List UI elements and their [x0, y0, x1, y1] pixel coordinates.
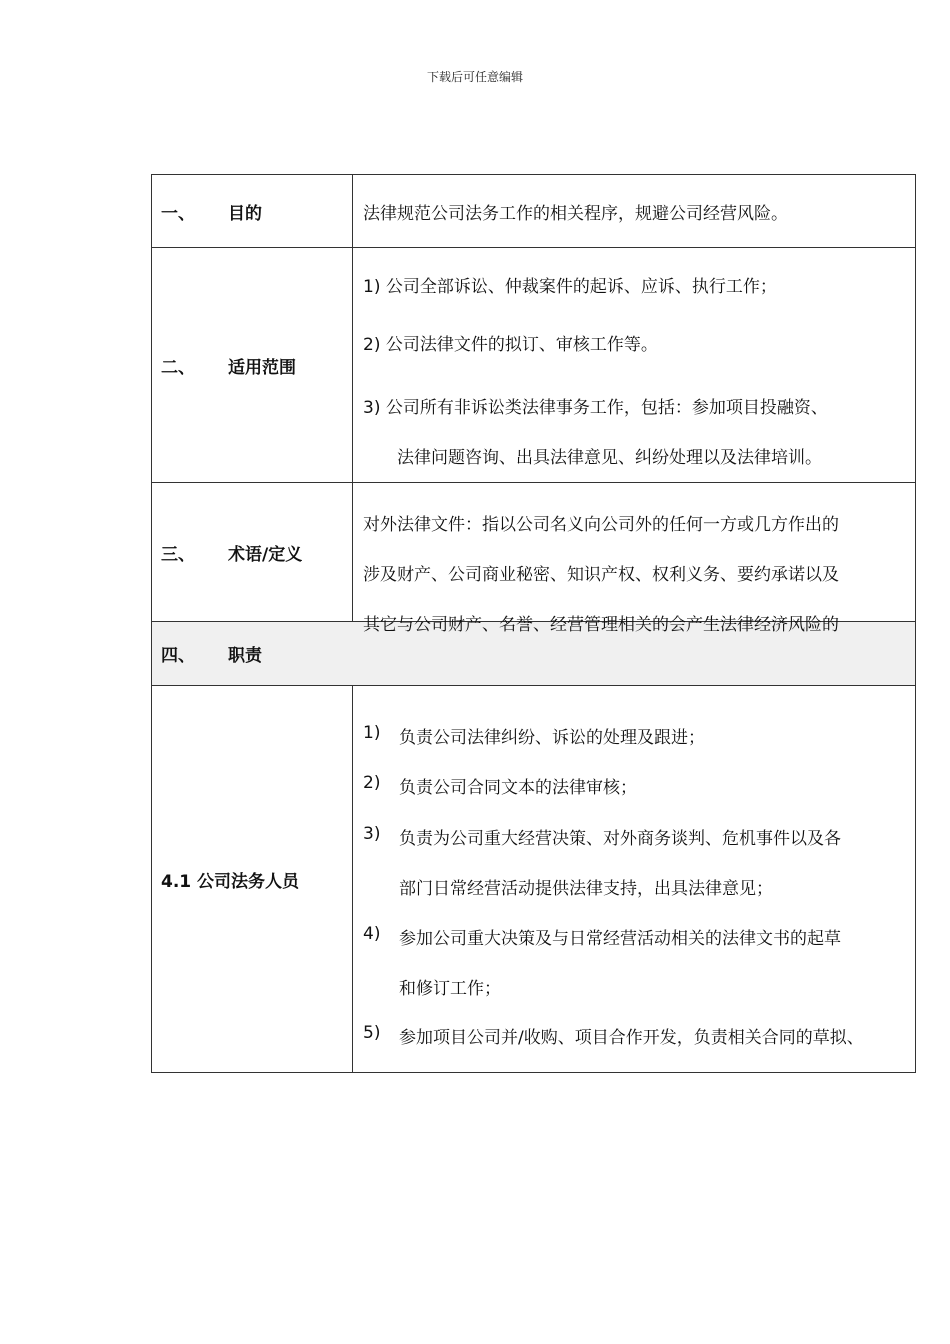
- section-title: 适用范围: [228, 357, 296, 378]
- terms-content: [353, 483, 915, 635]
- row-scope: [152, 247, 915, 482]
- section-title: 职责: [228, 646, 262, 666]
- policy-table: [151, 174, 916, 1073]
- purpose-text: 法律规范公司法务工作的相关程序，规避公司经营风险。: [363, 203, 788, 224]
- duty-text: 参加公司重大决策及与日常经营活动相关的法律文书的起草: [399, 929, 841, 949]
- terms-line-clipped: 其它与公司财产、名誉、经营管理相关的会产生法律经济风险的: [363, 615, 839, 635]
- duty-text: 负责公司法律纠纷、诉讼的处理及跟进；: [399, 728, 705, 748]
- scope-item: 2) 公司法律文件的拟订、审核工作等。: [363, 335, 658, 355]
- header-note: 下载后可任意编辑: [426, 70, 523, 84]
- duties-label: [152, 622, 353, 685]
- duty-text: 参加项目公司并/收购、项目合作开发，负责相关合同的草拟、: [399, 1028, 864, 1048]
- legal-staff-label: [152, 686, 353, 1072]
- section-title: 目的: [228, 203, 262, 224]
- terms-line: 涉及财产、公司商业秘密、知识产权、权利义务、要约承诺以及: [363, 565, 839, 585]
- scope-item: 1) 公司全部诉讼、仲裁案件的起诉、应诉、执行工作；: [363, 277, 777, 297]
- subsection-title: 4.1 公司法务人员: [161, 871, 300, 892]
- scope-item-continuation: 法律问题咨询、出具法律意见、纠纷处理以及法律培训。: [397, 448, 822, 468]
- duty-number: 5): [363, 1023, 381, 1043]
- row-legal-staff: [152, 685, 915, 1072]
- section-number: 三、: [161, 544, 195, 565]
- legal-staff-content: [353, 686, 915, 1072]
- duty-number: 2): [363, 773, 381, 793]
- section-number: 四、: [161, 646, 195, 666]
- section-number: 一、: [161, 203, 195, 224]
- row-terms: [152, 482, 915, 635]
- scope-label: [152, 248, 353, 482]
- row-purpose: [152, 175, 915, 247]
- duty-number: 3): [363, 824, 381, 844]
- duty-number: 1): [363, 723, 381, 743]
- duty-text: 和修订工作；: [399, 979, 501, 999]
- purpose-label: [152, 175, 353, 247]
- section-number: 二、: [161, 357, 195, 378]
- scope-item: 3) 公司所有非诉讼类法律事务工作，包括：参加项目投融资、: [363, 398, 828, 418]
- terms-line: 对外法律文件：指以公司名义向公司外的任何一方或几方作出的: [363, 515, 839, 535]
- scope-content: [353, 248, 915, 482]
- duty-text: 负责公司合同文本的法律审核；: [399, 778, 637, 798]
- duty-number: 4): [363, 924, 381, 944]
- purpose-content: [353, 175, 915, 247]
- section-title: 术语/定义: [228, 544, 303, 565]
- terms-label: [152, 483, 353, 621]
- duty-text: 负责为公司重大经营决策、对外商务谈判、危机事件以及各: [399, 829, 841, 849]
- duty-text: 部门日常经营活动提供法律支持，出具法律意见；: [399, 879, 773, 899]
